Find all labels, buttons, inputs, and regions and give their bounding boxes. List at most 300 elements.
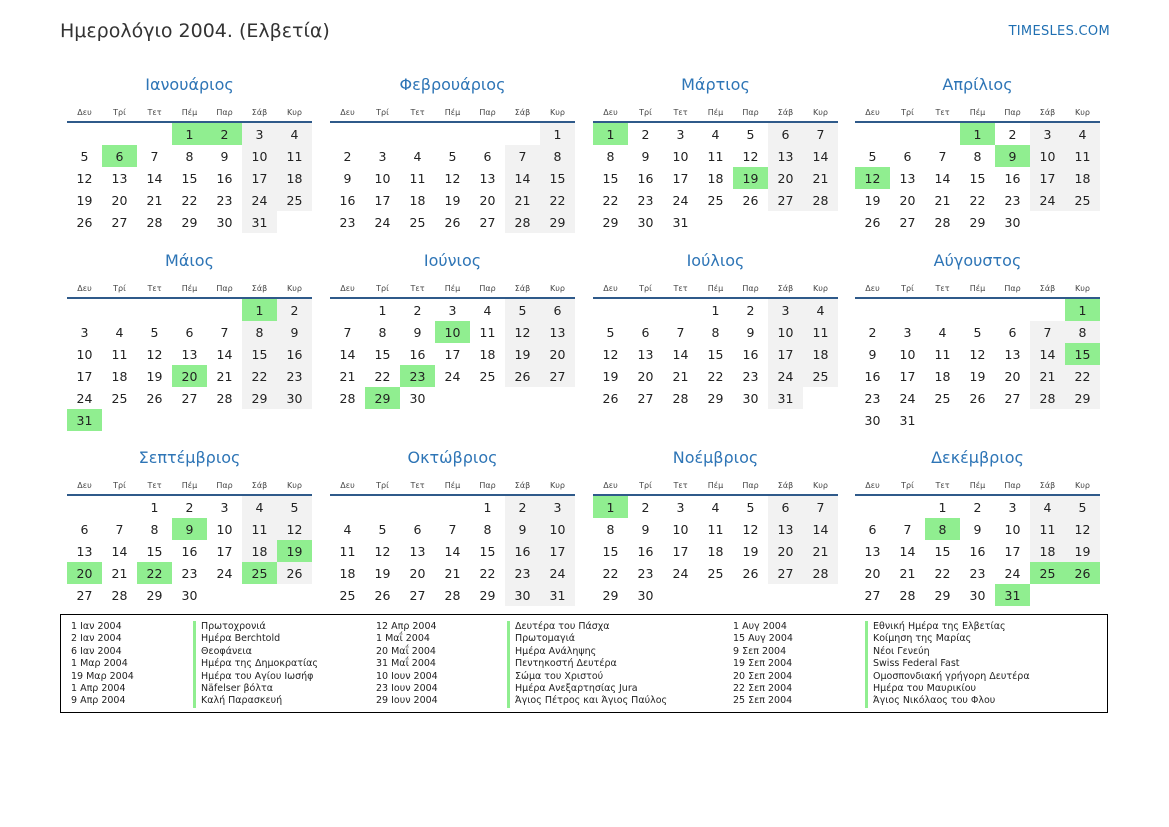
day-cell: 2 — [641, 499, 650, 515]
day-cell: 10 — [768, 321, 803, 343]
day-cell: 24 — [444, 368, 461, 384]
day-cell: 6 — [1008, 324, 1017, 340]
holiday-name: Πεντηκοστή Δευτέρα — [515, 658, 617, 670]
days-grid — [855, 123, 1100, 233]
weekday-header — [67, 96, 312, 123]
day-cell: 19 — [146, 368, 163, 384]
day-cell: 30 — [409, 390, 426, 406]
day-cell: 4 — [413, 148, 422, 164]
holiday-day-cell: 6 — [102, 145, 137, 167]
day-cell: 12 — [742, 148, 759, 164]
day-cell: 28 — [216, 390, 233, 406]
weekday-header — [593, 96, 838, 123]
day-cell: 14 — [444, 543, 461, 559]
day-cell: 7 — [343, 324, 352, 340]
holiday-day-cell: 22 — [137, 562, 172, 584]
day-cell: 11 — [707, 148, 724, 164]
month-calendar — [593, 447, 838, 606]
weekday-label: Τρί — [376, 284, 389, 293]
weekday-label: Κυρ — [1075, 481, 1090, 490]
empty-cell — [890, 123, 925, 145]
day-cell: 25 — [479, 368, 496, 384]
day-cell: 18 — [277, 167, 312, 189]
day-cell: 18 — [707, 170, 724, 186]
holiday-day-cell: 1 — [593, 123, 628, 145]
weekday-label: Σάβ — [777, 284, 794, 293]
day-cell: 11 — [479, 324, 496, 340]
empty-cell — [593, 299, 628, 321]
holiday-day-cell: 15 — [1065, 343, 1100, 365]
holiday-name: Εθνική Ημέρα της Ελβετίας — [873, 621, 1006, 632]
day-cell: 1 — [540, 123, 575, 145]
day-cell: 9 — [505, 518, 540, 540]
day-cell: 20 — [637, 368, 654, 384]
day-cell: 30 — [277, 387, 312, 409]
day-cell: 20 — [864, 565, 881, 581]
day-cell: 18 — [409, 192, 426, 208]
empty-cell — [628, 299, 663, 321]
day-cell: 12 — [969, 346, 986, 362]
holiday-day-cell: 1 — [593, 496, 628, 518]
day-cell: 18 — [1065, 167, 1100, 189]
holiday-date: 10 Ιουν 2004 — [376, 670, 438, 682]
day-cell: 19 — [969, 368, 986, 384]
day-cell: 25 — [707, 565, 724, 581]
day-cell: 18 — [242, 540, 277, 562]
day-cell: 2 — [641, 126, 650, 142]
empty-cell — [102, 299, 137, 321]
day-cell: 6 — [768, 123, 803, 145]
day-cell: 5 — [746, 126, 755, 142]
day-cell: 4 — [242, 496, 277, 518]
day-cell: 6 — [768, 496, 803, 518]
day-cell: 16 — [181, 543, 198, 559]
day-cell: 24 — [1030, 189, 1065, 211]
day-cell: 11 — [1065, 145, 1100, 167]
day-cell: 17 — [899, 368, 916, 384]
holiday-list — [60, 614, 1108, 713]
day-cell: 23 — [216, 192, 233, 208]
weekday-label: Πέμ — [969, 481, 986, 490]
holiday-day-cell: 12 — [855, 167, 890, 189]
weekday-label: Πέμ — [707, 481, 724, 490]
month-calendar — [855, 250, 1100, 431]
days-grid — [593, 123, 838, 233]
day-cell: 18 — [339, 565, 356, 581]
day-cell: 19 — [602, 368, 619, 384]
day-cell: 25 — [803, 365, 838, 387]
day-cell: 11 — [409, 170, 426, 186]
empty-cell — [330, 496, 365, 518]
day-cell: 16 — [409, 346, 426, 362]
day-cell: 26 — [76, 214, 93, 230]
day-cell: 31 — [672, 214, 689, 230]
month-calendar — [593, 74, 838, 233]
day-cell: 9 — [868, 346, 877, 362]
day-cell: 3 — [540, 496, 575, 518]
day-cell: 21 — [339, 368, 356, 384]
day-cell: 15 — [146, 543, 163, 559]
day-cell: 5 — [505, 299, 540, 321]
holiday-date: 20 Σεπ 2004 — [733, 670, 793, 682]
holiday-day-cell: 25 — [1030, 562, 1065, 584]
day-cell: 10 — [374, 170, 391, 186]
day-cell: 30 — [969, 587, 986, 603]
day-cell: 16 — [339, 192, 356, 208]
weekday-label: Τρί — [901, 284, 914, 293]
day-cell: 28 — [803, 562, 838, 584]
holiday-name: Άγιος Πέτρος και Άγιος Παύλος — [515, 695, 668, 707]
weekday-header — [330, 96, 575, 123]
day-cell: 5 — [868, 148, 877, 164]
day-cell: 20 — [899, 192, 916, 208]
holiday-date: 1 Αυγ 2004 — [733, 621, 787, 632]
day-cell: 15 — [242, 343, 277, 365]
weekday-label: Κυρ — [813, 481, 828, 490]
day-cell: 3 — [80, 324, 89, 340]
weekday-header — [855, 272, 1100, 299]
day-cell: 9 — [343, 170, 352, 186]
weekday-label: Τετ — [147, 481, 162, 490]
day-cell: 28 — [899, 587, 916, 603]
weekday-label: Κυρ — [550, 284, 565, 293]
days-grid — [330, 496, 575, 606]
day-cell: 6 — [540, 299, 575, 321]
day-cell: 10 — [1030, 145, 1065, 167]
day-cell: 8 — [150, 521, 159, 537]
month-name: Ιανουάριος — [145, 75, 234, 94]
weekday-label: Σάβ — [251, 284, 268, 293]
weekday-label: Τετ — [935, 108, 950, 117]
holiday-date: 19 Μαρ 2004 — [71, 670, 134, 682]
day-cell: 14 — [1030, 343, 1065, 365]
day-cell: 14 — [505, 167, 540, 189]
day-cell: 5 — [606, 324, 615, 340]
days-grid — [67, 496, 312, 606]
day-cell: 31 — [768, 387, 803, 409]
day-cell: 5 — [378, 521, 387, 537]
weekday-label: Πέμ — [707, 108, 724, 117]
day-cell: 24 — [672, 565, 689, 581]
day-cell: 17 — [672, 543, 689, 559]
weekday-label: Κυρ — [287, 481, 302, 490]
month-name: Οκτώβριος — [407, 448, 498, 467]
day-cell: 4 — [938, 324, 947, 340]
empty-cell — [102, 123, 137, 145]
day-cell: 15 — [707, 346, 724, 362]
empty-cell — [855, 123, 890, 145]
holiday-name: Καλή Παρασκευή — [201, 695, 283, 707]
day-cell: 7 — [150, 148, 159, 164]
day-cell: 8 — [378, 324, 387, 340]
holiday-day-cell: 25 — [242, 562, 277, 584]
empty-cell — [67, 496, 102, 518]
day-cell: 15 — [374, 346, 391, 362]
day-cell: 16 — [505, 540, 540, 562]
day-cell: 24 — [242, 189, 277, 211]
day-cell: 4 — [1065, 123, 1100, 145]
weekday-label: Κυρ — [287, 284, 302, 293]
holiday-day-cell: 26 — [1065, 562, 1100, 584]
weekday-label: Δευ — [603, 284, 618, 293]
day-cell: 31 — [242, 211, 277, 233]
day-cell: 20 — [768, 167, 803, 189]
day-cell: 26 — [444, 214, 461, 230]
weekday-header — [593, 272, 838, 299]
day-cell: 21 — [803, 540, 838, 562]
day-cell: 12 — [1065, 518, 1100, 540]
day-cell: 29 — [242, 387, 277, 409]
day-cell: 23 — [637, 565, 654, 581]
weekday-label: Δευ — [865, 284, 880, 293]
weekday-label: Τρί — [376, 108, 389, 117]
weekday-label: Παρ — [216, 481, 233, 490]
day-cell: 4 — [711, 499, 720, 515]
day-cell: 26 — [969, 390, 986, 406]
day-cell: 9 — [746, 324, 755, 340]
holiday-name: Ημέρα του Μαυρικίου — [873, 682, 977, 694]
weekday-header — [855, 96, 1100, 123]
day-cell: 27 — [864, 587, 881, 603]
day-cell: 12 — [277, 518, 312, 540]
day-cell: 8 — [540, 145, 575, 167]
day-cell: 10 — [1004, 521, 1021, 537]
empty-cell — [925, 123, 960, 145]
day-cell: 12 — [374, 543, 391, 559]
day-cell: 21 — [1030, 365, 1065, 387]
day-cell: 28 — [339, 390, 356, 406]
day-cell: 5 — [80, 148, 89, 164]
weekday-label: Κυρ — [813, 284, 828, 293]
holiday-date: 9 Σεπ 2004 — [733, 645, 787, 657]
day-cell: 5 — [150, 324, 159, 340]
month-calendar — [67, 74, 312, 233]
weekday-label: Δευ — [77, 481, 92, 490]
day-cell: 7 — [505, 145, 540, 167]
day-cell: 8 — [185, 148, 194, 164]
weekday-label: Τρί — [639, 481, 652, 490]
holiday-day-cell: 19 — [733, 167, 768, 189]
day-cell: 27 — [768, 189, 803, 211]
empty-cell — [330, 299, 365, 321]
day-cell: 18 — [111, 368, 128, 384]
day-cell: 23 — [637, 192, 654, 208]
day-cell: 19 — [742, 543, 759, 559]
holiday-day-cell: 9 — [995, 145, 1030, 167]
empty-cell — [172, 299, 207, 321]
weekday-label: Τετ — [147, 108, 162, 117]
day-cell: 18 — [707, 543, 724, 559]
day-cell: 27 — [409, 587, 426, 603]
day-cell: 13 — [637, 346, 654, 362]
day-cell: 2 — [746, 302, 755, 318]
day-cell: 30 — [864, 412, 881, 428]
empty-cell — [207, 299, 242, 321]
day-cell: 25 — [707, 192, 724, 208]
weekday-label: Παρ — [216, 284, 233, 293]
day-cell: 27 — [540, 365, 575, 387]
day-cell: 23 — [864, 390, 881, 406]
day-cell: 3 — [903, 324, 912, 340]
day-cell: 25 — [111, 390, 128, 406]
day-cell: 2 — [973, 499, 982, 515]
site-link[interactable]: TIMESLES.COM — [1008, 24, 1110, 39]
holiday-date: 9 Απρ 2004 — [71, 695, 126, 707]
days-grid — [330, 299, 575, 409]
day-cell: 27 — [181, 390, 198, 406]
empty-cell — [67, 299, 102, 321]
day-cell: 12 — [76, 170, 93, 186]
day-cell: 21 — [216, 368, 233, 384]
holiday-date: 6 Ιαν 2004 — [71, 645, 122, 657]
day-cell: 9 — [413, 324, 422, 340]
day-cell: 22 — [242, 365, 277, 387]
day-cell: 21 — [934, 192, 951, 208]
day-cell: 12 — [444, 170, 461, 186]
day-cell: 3 — [378, 148, 387, 164]
day-cell: 23 — [1004, 192, 1021, 208]
day-cell: 17 — [540, 540, 575, 562]
weekday-header — [330, 469, 575, 496]
empty-cell — [855, 299, 890, 321]
day-cell: 16 — [742, 346, 759, 362]
holiday-date: 1 Απρ 2004 — [71, 682, 126, 694]
day-cell: 30 — [1004, 214, 1021, 230]
day-cell: 26 — [505, 365, 540, 387]
day-cell: 22 — [181, 192, 198, 208]
day-cell: 29 — [602, 214, 619, 230]
day-cell: 22 — [540, 189, 575, 211]
day-cell: 11 — [934, 346, 951, 362]
days-grid — [855, 299, 1100, 431]
day-cell: 20 — [540, 343, 575, 365]
weekday-label: Πέμ — [444, 481, 461, 490]
weekday-label: Παρ — [742, 481, 759, 490]
holiday-names-column — [193, 621, 318, 708]
weekday-label: Δευ — [340, 481, 355, 490]
holiday-day-cell: 2 — [207, 123, 242, 145]
month-name: Δεκέμβριος — [931, 448, 1024, 467]
day-cell: 2 — [413, 302, 422, 318]
holiday-name: Ημέρα Berchtold — [201, 633, 281, 645]
day-cell: 12 — [505, 321, 540, 343]
day-cell: 20 — [1004, 368, 1021, 384]
weekday-label: Τρί — [639, 284, 652, 293]
holiday-date: 1 Ιαν 2004 — [71, 621, 122, 632]
day-cell: 28 — [146, 214, 163, 230]
day-cell: 29 — [146, 587, 163, 603]
day-cell: 3 — [1030, 123, 1065, 145]
holiday-date: 25 Σεπ 2004 — [733, 695, 793, 707]
day-cell: 8 — [606, 148, 615, 164]
day-cell: 15 — [934, 543, 951, 559]
day-cell: 18 — [934, 368, 951, 384]
day-cell: 9 — [641, 521, 650, 537]
day-cell: 26 — [864, 214, 881, 230]
day-cell: 11 — [242, 518, 277, 540]
day-cell: 26 — [277, 562, 312, 584]
day-cell: 14 — [111, 543, 128, 559]
empty-cell — [365, 496, 400, 518]
day-cell: 8 — [1065, 321, 1100, 343]
day-cell: 3 — [676, 499, 685, 515]
empty-cell — [1030, 299, 1065, 321]
holiday-date: 29 Ιουν 2004 — [376, 695, 438, 707]
day-cell: 16 — [637, 543, 654, 559]
holiday-day-cell: 10 — [435, 321, 470, 343]
holiday-name: Näfelser βόλτα — [201, 682, 273, 694]
month-calendar — [330, 74, 575, 233]
day-cell: 22 — [1065, 365, 1100, 387]
weekday-label: Τετ — [147, 284, 162, 293]
day-cell: 18 — [479, 346, 496, 362]
day-cell: 27 — [768, 562, 803, 584]
empty-cell — [855, 496, 890, 518]
holiday-date: 22 Σεπ 2004 — [733, 682, 793, 694]
holiday-day-cell: 20 — [172, 365, 207, 387]
day-cell: 19 — [864, 192, 881, 208]
holiday-name: Ημέρα Ανεξαρτησίας Jura — [515, 682, 638, 694]
days-grid — [855, 496, 1100, 606]
holiday-name: Νέοι Γενεύη — [873, 645, 930, 657]
weekday-label: Δευ — [340, 108, 355, 117]
day-cell: 18 — [803, 343, 838, 365]
day-cell: 23 — [505, 562, 540, 584]
day-cell: 23 — [277, 365, 312, 387]
weekday-label: Δευ — [603, 108, 618, 117]
empty-cell — [400, 496, 435, 518]
day-cell: 11 — [803, 321, 838, 343]
holiday-names-column — [865, 621, 1030, 708]
day-cell: 1 — [150, 499, 159, 515]
day-cell: 4 — [277, 123, 312, 145]
weekday-label: Παρ — [742, 108, 759, 117]
day-cell: 4 — [343, 521, 352, 537]
holiday-day-cell: 9 — [172, 518, 207, 540]
day-cell: 27 — [76, 587, 93, 603]
day-cell: 22 — [479, 565, 496, 581]
day-cell: 23 — [181, 565, 198, 581]
weekday-label: Σάβ — [1039, 108, 1056, 117]
day-cell: 10 — [672, 521, 689, 537]
holiday-name: Σώμα του Χριστού — [515, 670, 604, 682]
weekday-label: Τετ — [410, 284, 425, 293]
days-grid — [67, 299, 312, 431]
holiday-day-cell: 19 — [277, 540, 312, 562]
day-cell: 17 — [672, 170, 689, 186]
empty-cell — [400, 123, 435, 145]
day-cell: 20 — [409, 565, 426, 581]
weekday-label: Δευ — [77, 284, 92, 293]
day-cell: 11 — [111, 346, 128, 362]
day-cell: 2 — [343, 148, 352, 164]
day-cell: 23 — [742, 368, 759, 384]
day-cell: 1 — [378, 302, 387, 318]
weekday-header — [67, 272, 312, 299]
holiday-date: 1 Μαρ 2004 — [71, 658, 128, 670]
month-calendar — [855, 447, 1100, 606]
day-cell: 28 — [444, 587, 461, 603]
day-cell: 21 — [672, 368, 689, 384]
weekday-label: Πέμ — [707, 284, 724, 293]
day-cell: 26 — [742, 565, 759, 581]
day-cell: 14 — [672, 346, 689, 362]
days-grid — [67, 123, 312, 233]
day-cell: 15 — [181, 170, 198, 186]
weekday-label: Πέμ — [969, 108, 986, 117]
weekday-label: Σάβ — [777, 481, 794, 490]
day-cell: 29 — [181, 214, 198, 230]
